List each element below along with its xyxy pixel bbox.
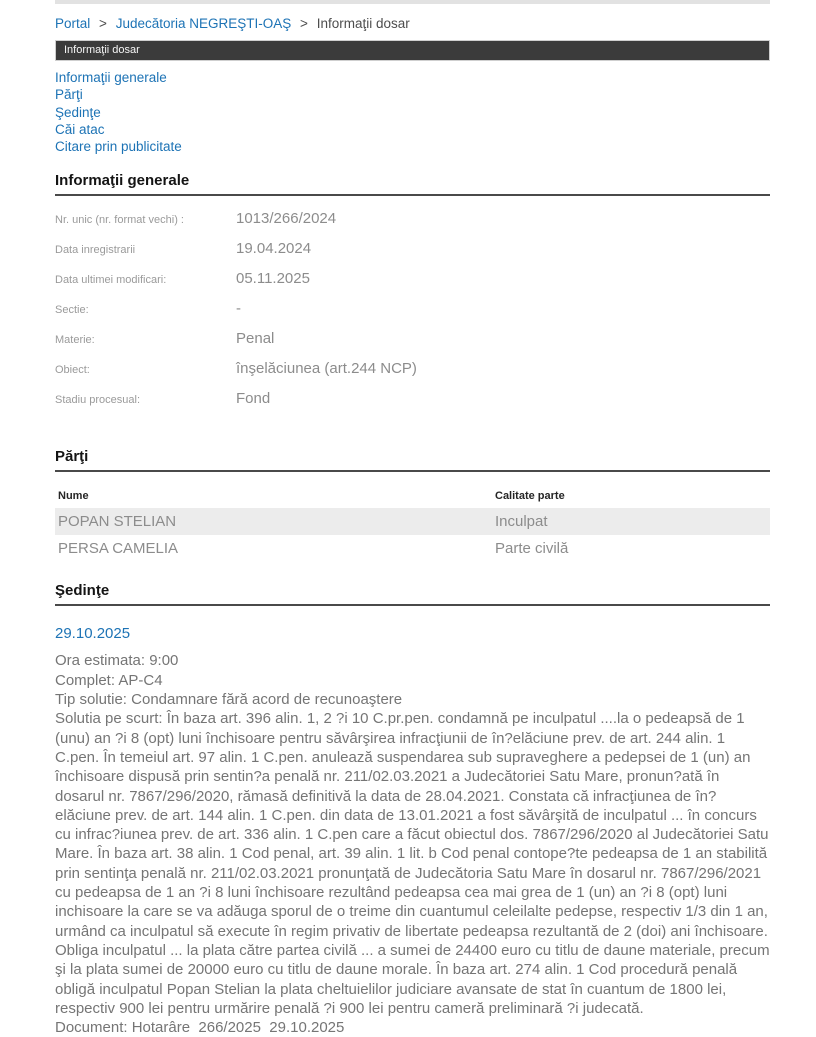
field-value: Fond xyxy=(236,390,271,408)
party-role: Parte civilă xyxy=(495,540,569,558)
breadcrumb-separator: > xyxy=(300,16,308,31)
nav-link-cai-atac[interactable]: Căi atac xyxy=(55,121,105,137)
hearing-document: Document: Hotarâre 266/2025 29.10.2025 xyxy=(55,1019,345,1037)
breadcrumb-separator: > xyxy=(99,16,107,31)
party-name: POPAN STELIAN xyxy=(58,513,177,531)
parties-table-header xyxy=(55,488,770,508)
hearing-complet: Complet: AP-C4 xyxy=(55,671,163,689)
hearing-ora-estimata: Ora estimata: 9:00 xyxy=(55,652,179,670)
nav-link-sedinte[interactable]: Şedinţe xyxy=(55,104,101,120)
field-label: Obiect: xyxy=(55,364,90,377)
page-content xyxy=(55,0,774,1037)
breadcrumb-link-portal[interactable]: Portal xyxy=(55,16,91,31)
hearing-date-link[interactable]: 29.10.2025 xyxy=(55,625,131,643)
nav-link-informatii-generale[interactable]: Informaţii generale xyxy=(55,70,167,85)
breadcrumb xyxy=(55,4,770,31)
field-row-nr-unic xyxy=(55,210,770,240)
field-value: înşelăciunea (art.244 NCP) xyxy=(236,360,417,378)
field-row-data-inregistrarii xyxy=(55,240,770,270)
field-label: Stadiu procesual: xyxy=(55,394,140,407)
column-header-calitate: Calitate parte xyxy=(495,490,565,503)
parties-table xyxy=(55,488,770,562)
table-row xyxy=(55,508,770,535)
field-label: Materie: xyxy=(55,334,95,347)
field-value: 05.11.2025 xyxy=(236,270,310,288)
breadcrumb-link-court[interactable]: Judecătoria NEGREŞTI-OAŞ xyxy=(115,16,292,31)
section-title-bar-label: Informaţii dosar xyxy=(64,44,140,56)
field-row-obiect xyxy=(55,360,770,390)
field-label: Data inregistrarii xyxy=(55,244,136,257)
hearing-entry xyxy=(55,606,774,1037)
field-label: Data ultimei modificari: xyxy=(55,274,167,287)
field-value: Penal xyxy=(236,330,275,348)
field-row-data-modificari xyxy=(55,270,770,300)
parties-heading: Părţi xyxy=(55,448,770,472)
field-value: - xyxy=(236,300,241,318)
field-row-stadiu xyxy=(55,390,770,420)
hearing-tip-solutie: Tip solutie: Condamnare fără acord de recunoaştere xyxy=(55,691,403,709)
hearings-heading: Şedinţe xyxy=(55,582,770,606)
general-info-fields xyxy=(55,210,770,420)
section-title-bar xyxy=(55,40,770,61)
field-row-sectie xyxy=(55,300,770,330)
field-value: 19.04.2024 xyxy=(236,240,312,258)
field-label: Nr. unic (nr. format vechi) : xyxy=(55,214,184,227)
hearing-solutia-pe-scurt: Solutia pe scurt: În baza art. 396 alin. 1, 2 ?i 10 C.pr.pen. condamnă pe inculpatul ....la o pedeapsă de 1 (unu) an ?i 8 (opt) luni închisoare pentru săvârşirea infracţiunii de în?elăciune prev. de art. 244 alin. 1 C.pen. În temeiul art. 97 alin. 1 C.pen. anulează suspendarea sub supraveghere a pedepsei de 1 (un) an închisoare dispusă prin sentin?a penală nr. 211/02.03.2021 a Judecătoriei Satu Mare, pronun?ată în dosarul nr. 7867/296/2020, rămasă definitivă la data de 28.04.2021. Constata că infracţiunea de în?elăciune prev. de art. 144 alin. 1 C.pen. din data de 13.01.2021 a fost săvârşită de inculpatul ... în concurs cu infrac?iunea prev. de art. 336 alin. 1 C.pen care a făcut obiectul dos. 7867/296/2020 al Judecătoriei Satu Mare. În baza art. 38 alin. 1 Cod penal, art. 39 alin. 1 lit. b Cod penal contope?te pedeapsa de 1 an stabilită prin sentinţa penală nr. 211/02.03.2021 pronunţată de Judecătoria Satu Mare în dosarul nr. 7867/296/2021 cu pedeapsa de 1 an ?i 8 luni închisoare rezultând pedeapsa cea mai grea de 1 (un) an ?i 8 (opt) luni inchisoare la care se va adăuga sporul de o treime din cuantumul celeilalte pedepse, respectiv 1/3 din 1 an, urmând ca inculpatul să execute în regim privativ de libertate pedeapsa rezultantă de 2 (doi) ani închisoare. Obliga inculpatul ... la plata către partea civilă ... a sumei de 24400 euro cu titlu de daune materiale, precum şi la plata sumei de 20000 euro cu titlu de daune morale. În baza art. 274 alin. 1 Cod procedură penală obligă inculpatul Popan Stelian la plata cheltuielilor judiciare avansate de stat în cuantum de 1800 lei, respectiv 900 lei pentru urmărire penală ?i 900 lei pentru cameră preliminară ?i judecată. xyxy=(55,710,774,1017)
general-info-heading: Informaţii generale xyxy=(55,172,770,196)
nav-link-parti[interactable]: Părţi xyxy=(55,87,83,103)
party-role: Inculpat xyxy=(495,513,548,531)
nav-link-citare-publicitate[interactable]: Citare prin publicitate xyxy=(55,139,182,155)
hearing-details xyxy=(55,651,774,1037)
page-nav xyxy=(55,69,770,155)
breadcrumb-current: Informaţii dosar xyxy=(316,16,410,31)
column-header-nume: Nume xyxy=(58,490,89,503)
party-name: PERSA CAMELIA xyxy=(58,540,179,558)
field-label: Sectie: xyxy=(55,304,89,317)
field-row-materie xyxy=(55,330,770,360)
table-row xyxy=(55,535,770,562)
field-value: 1013/266/2024 xyxy=(236,210,337,228)
